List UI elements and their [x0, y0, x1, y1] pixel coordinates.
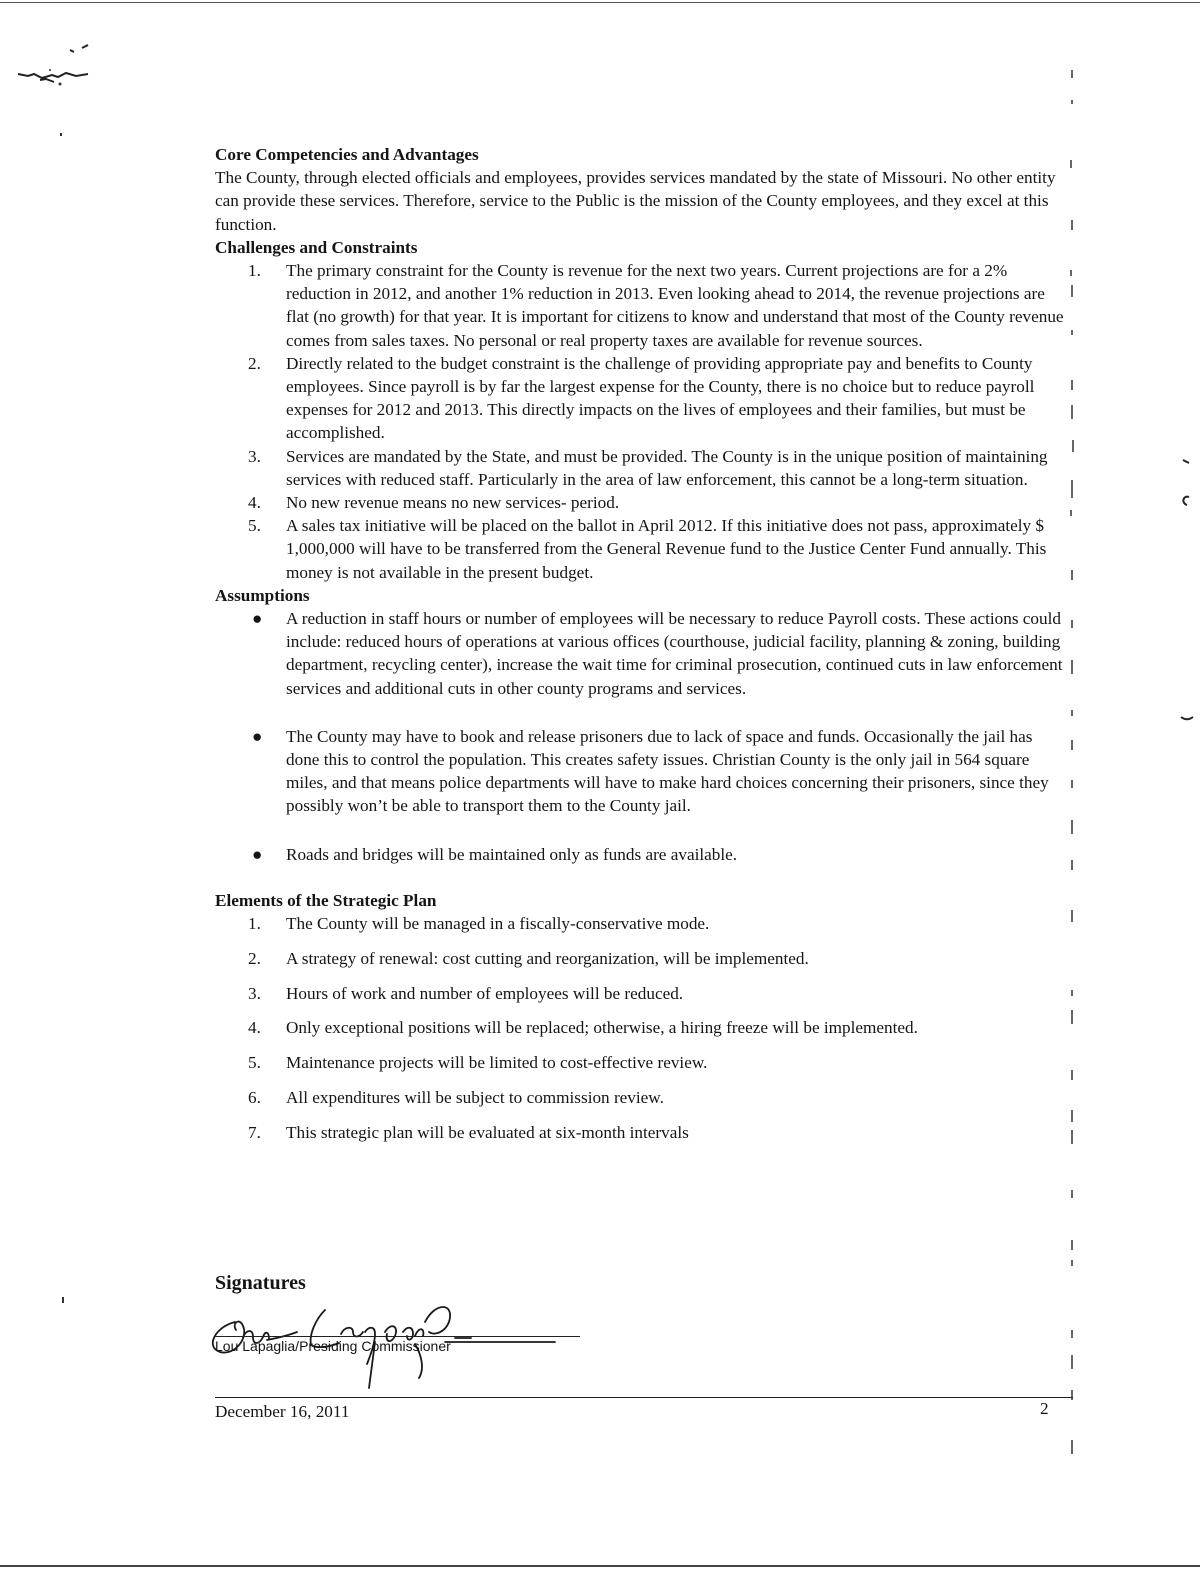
strategic-plan-section: [215, 889, 1070, 1144]
list-item: [215, 352, 1070, 445]
list-item-text: The County will be managed in a fiscally-conservative mode.: [286, 914, 710, 934]
list-item-text: No new revenue means no new services- period.: [286, 493, 620, 513]
footer-rule: [215, 1397, 1073, 1398]
numbered-list: [215, 259, 1070, 584]
section-heading: Core Competencies and Advantages: [215, 145, 479, 164]
list-number: 4.: [248, 1018, 261, 1038]
list-number: 6.: [248, 1088, 261, 1108]
list-number: 3.: [248, 446, 261, 466]
list-item-text: Maintenance projects will be limited to cost-effective review.: [286, 1053, 708, 1073]
list-number: 2.: [248, 353, 261, 373]
list-number: 1.: [248, 914, 261, 934]
list-item: [215, 982, 1070, 1005]
section-heading: Elements of the Strategic Plan: [215, 890, 437, 910]
section-heading: Assumptions: [215, 585, 310, 605]
signature-block: [215, 1272, 635, 1382]
scan-speck: [60, 133, 62, 136]
list-number: 7.: [248, 1122, 261, 1142]
list-number: 5.: [248, 1053, 261, 1073]
assumptions-section: [215, 584, 1070, 866]
signatures-heading: Signatures: [215, 1272, 306, 1294]
scan-edge-top: [0, 2, 1200, 3]
list-item: [215, 259, 1070, 352]
scan-speck: [62, 1297, 64, 1303]
list-item-text: A strategy of renewal: cost cutting and reorganization, will be implemented.: [286, 948, 809, 968]
signature-line: [215, 1336, 580, 1337]
list-item: [215, 491, 1070, 514]
list-item-text: The County may have to book and release prisoners due to lack of space and funds. Occasionally the jail has done this to control the population. This creates safety issues. Christian County is the only jail in 564 square miles, and that means police departments will have to make hard choices concerning their prisoners, since they possibly won’t be able to transport them to the County jail.: [286, 726, 1049, 816]
list-item-text: Only exceptional positions will be replaced; otherwise, a hiring freeze will be implemented.: [286, 1018, 918, 1038]
list-item: [215, 1016, 1070, 1039]
list-item-text: A reduction in staff hours or number of employees will be necessary to reduce Payroll costs. These actions could include: reduced hours of operations at various offices (courthouse, judicial facility, planning & zoning, building department, recycling center), increase the wait time for criminal prosecution, continued cuts in law enforcement services and additional cuts in other county programs and services.: [286, 609, 1063, 698]
bullet-icon: ●: [252, 609, 263, 629]
numbered-list: [215, 912, 1070, 1144]
list-item: [215, 1051, 1070, 1074]
bullet-icon: ●: [252, 844, 263, 864]
list-item: [215, 445, 1070, 491]
list-item: [215, 947, 1070, 970]
challenges-section: [215, 236, 1070, 584]
page-number: 2: [1040, 1399, 1049, 1418]
list-item: [215, 912, 1070, 935]
list-item-text: A sales tax initiative will be placed on the ballot in April 2012. If this initiative does not pass, approximately $ 1,000,000 will have to be transferred from the General Revenue fund to the Justice Center Fund annually. This money is not available in the present budget.: [286, 516, 1047, 582]
handwritten-signature: [205, 1282, 585, 1392]
list-number: 1.: [248, 261, 261, 281]
list-item-text: The primary constraint for the County is revenue for the next two years. Current projections are for a 2% reduction in 2012, and another 1% reduction in 2013. Even looking ahead to 2014, the revenue projections are flat (no growth) for that year. It is important for citizens to know and understand that most of the County revenue comes from sales taxes. No personal or real property taxes are available for revenue sources.: [286, 261, 1064, 350]
section-heading: Challenges and Constraints: [215, 237, 418, 257]
list-number: 2.: [248, 948, 261, 968]
list-item: [215, 607, 1070, 700]
list-item-text: Roads and bridges will be maintained only as funds are available.: [286, 844, 738, 864]
scan-speckle-mark: [10, 40, 120, 100]
signer-name: Lou Lapaglia/Presiding Commissioner: [215, 1338, 451, 1354]
list-item-text: Services are mandated by the State, and must be provided. The County is in the unique position of maintaining services with reduced staff. Particularly in the area of law enforcement, this cannot be a long-term situation.: [286, 446, 1048, 489]
list-item: [215, 1121, 1070, 1144]
list-item: [215, 843, 1070, 866]
list-number: 4.: [248, 493, 261, 513]
list-item: [215, 514, 1070, 584]
bullet-list: [215, 607, 1070, 866]
scan-edge-bottom: [0, 1565, 1200, 1567]
list-item-text: This strategic plan will be evaluated at six-month intervals: [286, 1122, 689, 1142]
list-number: 3.: [248, 983, 261, 1003]
list-item-text: Directly related to the budget constraint is the challenge of providing appropriate pay and benefits to County employees. Since payroll is by far the largest expense for the County, there is no choice but to reduce payroll expenses for 2012 and 2013. This directly impacts on the lives of employees and their families, but must be accomplished.: [286, 353, 1035, 443]
core-competencies-section: [215, 143, 1070, 236]
list-item-text: All expenditures will be subject to commission review.: [286, 1088, 664, 1108]
section-paragraph: The County, through elected officials and employees, provides services mandated by the state of Missouri. No other entity can provide these services. Therefore, service to the Public is the mission of the County employees, and they excel at this function.: [215, 168, 1056, 234]
list-item-text: Hours of work and number of employees will be reduced.: [286, 983, 684, 1003]
bullet-icon: ●: [252, 726, 263, 746]
list-item: [215, 1086, 1070, 1109]
document-body: [215, 143, 1070, 1144]
list-item: [215, 725, 1070, 818]
footer-date: December 16, 2011: [215, 1402, 350, 1421]
list-number: 5.: [248, 516, 261, 536]
scan-edge-marks: [1175, 455, 1197, 735]
